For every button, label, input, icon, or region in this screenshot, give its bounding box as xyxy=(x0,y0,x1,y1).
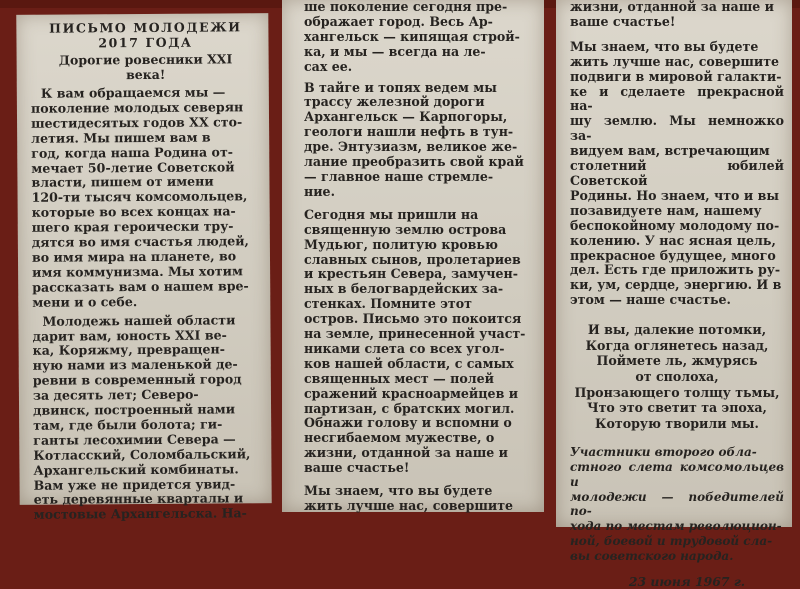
paragraph: жизни, отданной за наше и ваше счастье! xyxy=(570,0,774,29)
signature: Участники второго обла- стного слета комсомольцев и молодежи — победителей по- хода по местам революцион- ной, боевой и трудовой сла- вы советского народа. xyxy=(570,445,784,563)
letter-title: ПИСЬМО МОЛОДЕЖИ 2017 ГОДА xyxy=(49,19,242,51)
paragraph: Молодежь нашей области дарит вам, юность XXI ве- ка, Коряжму, превращен- ную нами из маленькой де- ревни в современный город за десять лет; Северо- двинск, построенный нами там, где были болота; ги- ганты лесохимии Севера — Котласский, Соломбальский, Архангельский комбинаты. Вам уже не придется увид- еть деревянные кварталы и мостовые Архангельска. На- xyxy=(32,311,251,523)
paragraph: ше поколение сегодня пре- ображает город. Весь Ар- хангельск — кипящая строй- ка, и мы — всегда на ле- сах ее. xyxy=(304,0,520,74)
paragraph: Мы знаем, что вы будете жить лучше нас, совершите xyxy=(304,483,514,513)
paragraph: Мы знаем, что вы будете жить лучше нас, совершите подвиги в мировой галакти- ке и сделаете прекрасной на- шу землю. Мы немножко за- видуем вам, встречающим столетний юбилей Советской Родины. Но знаем, что и вы позавидуете нам, нашему беспокойному молодому по- колению. У нас ясная цель, прекрасное будущее, много дел. Есть где приложить ру- ки, ум, сердце, энергию. И в этом — наше счастье. xyxy=(570,38,784,308)
paragraph: К вам обращаемся мы — поколение молодых северян шестидесятых годов XX сто- летия. Мы пишем вам в год, когда наша Родина от- мечает 50-летие Советской власти, пишем от имени 120-ти тысяч комсомольцев, которые во всех концах на- шего края героически тру- дятся во имя счастья людей, во имя мира на планете, во имя коммунизма. Мы хотим рассказать вам о нашем вре- мени и о себе. xyxy=(30,84,249,310)
column-3 xyxy=(556,0,792,589)
letter-greeting: Дорогие ровесники XXI века! xyxy=(58,51,233,83)
column-2 xyxy=(282,0,544,512)
letter-date: 23 июня 1967 г. xyxy=(628,573,746,589)
poem: И вы, далекие потомки, Когда оглянетесь назад, Поймете ль, жмурясь от сполоха, Пронзающего толщу тьмы, Что это светит та эпоха, Которую творили мы. xyxy=(574,322,780,431)
paragraph: В тайге и топях ведем мы трассу железной дороги Архангельск — Карпогоры, геологи нашли нефть в тун- дре. Энтузиазм, великое же- лание преобразить свой край — главное наше стремле- ние. xyxy=(304,79,524,199)
paragraph: Сегодня мы пришли на священную землю острова Мудьюг, политую кровью славных сынов, пролетариев и крестьян Севера, замучен- ных в белогвардейских за- стенках. Помните этот остров. Письмо это покоится на земле, принесенной участ- никами слета со всех угол- ков нашей области, с самых священных мест — полей сражений красноармейцев и партизан, с братских могил. Обнажи голову и вспомни о несгибаемом мужестве, о жизни, отданной за наше и ваше счастье! xyxy=(304,206,526,476)
column-1 xyxy=(16,13,271,523)
